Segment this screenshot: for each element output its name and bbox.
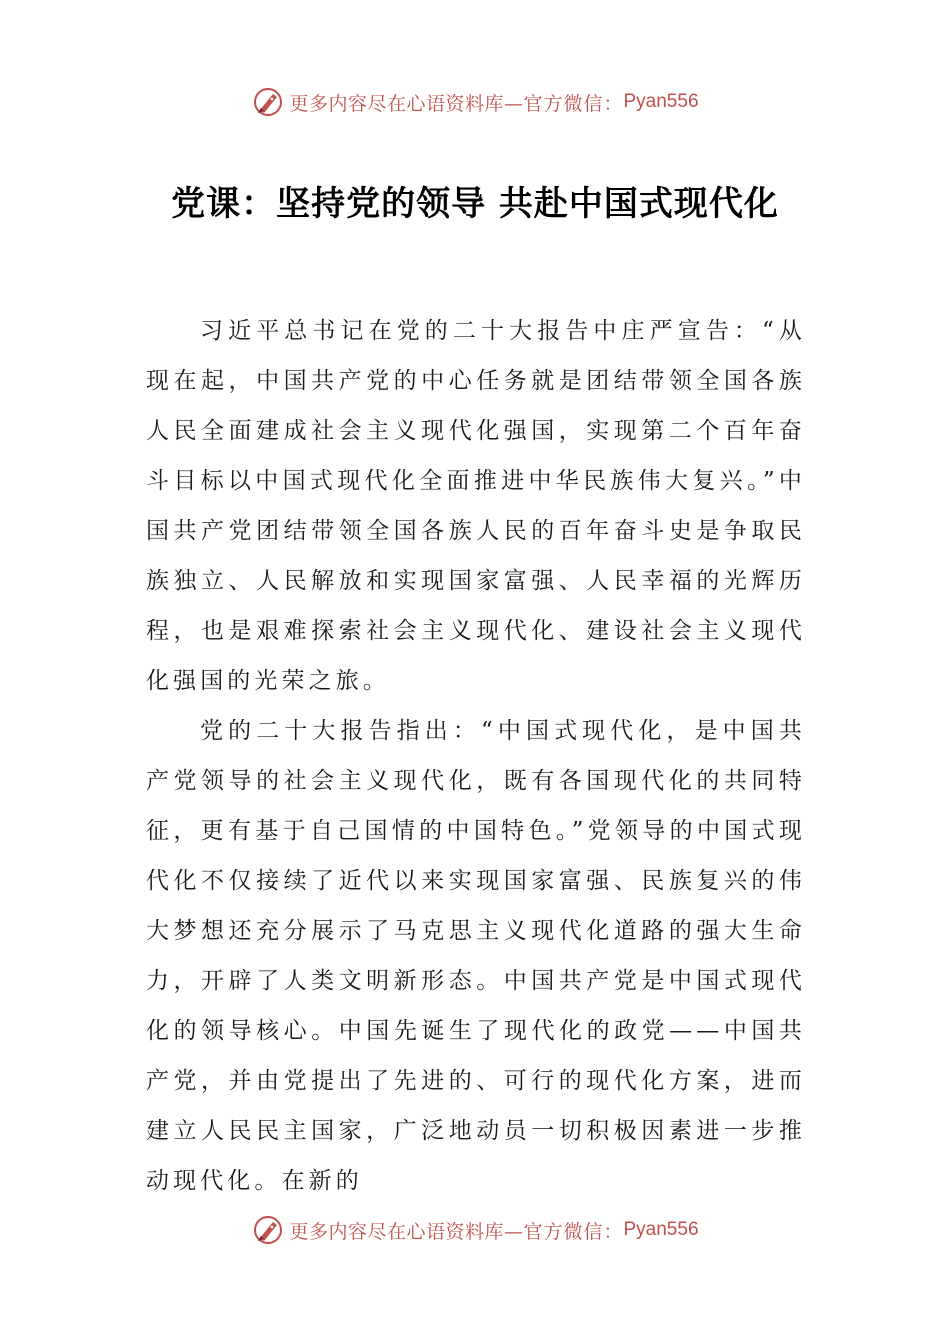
header-banner-content — [251, 85, 698, 119]
footer-banner-content — [251, 1213, 698, 1247]
paragraph-1: 习近平总书记在党的二十大报告中庄严宣告：“从现在起，中国共产党的中心任务就是团结带领全国各族人民全面建成社会主义现代化强国，实现第二个百年奋斗目标以中国式现代化全面推进中华民族伟大复兴。”中国共产党团结带领全国各族人民的百年奋斗史是争取民族独立、人民解放和实现国家富强、人民幸福的光辉历程，也是艰难探索社会主义现代化、建设社会主义现代化强国的光荣之旅。 — [146, 318, 806, 694]
header-banner — [0, 80, 950, 124]
pen-nib-circle-icon — [251, 85, 285, 119]
header-wechat-label: 官方微信： — [523, 92, 624, 115]
header-wechat-id: Pyan556 — [623, 91, 699, 112]
document-title: 党课：坚持党的领导 共赴中国式现代化 — [171, 184, 779, 224]
footer-wechat-label: 官方微信： — [523, 1220, 624, 1243]
paragraph-2: 党的二十大报告指出：“中国式现代化，是中国共产党领导的社会主义现代化，既有各国现代化的共同特征，更有基于自己国情的中国特色。”党领导的中国式现代化不仅接续了近代以来实现国家富强、民族复兴的伟大梦想还充分展示了马克思主义现代化道路的强大生命力，开辟了人类文明新形态。中国共产党是中国式现代化的领导核心。中国先诞生了现代化的政党——中国共产党，并由党提出了先进的、可行的现代化方案，进而建立人民民主国家，广泛地动员一切积极因素进一步推动现代化。在新的 — [146, 718, 806, 1194]
footer-wechat-id: Pyan556 — [623, 1219, 699, 1240]
document-body — [146, 306, 806, 1206]
footer-banner-text: 更多内容尽在心语资料库— — [289, 1220, 524, 1243]
footer-banner — [0, 1208, 950, 1252]
header-banner-text: 更多内容尽在心语资料库— — [289, 92, 524, 115]
pen-nib-circle-icon — [251, 1213, 285, 1247]
